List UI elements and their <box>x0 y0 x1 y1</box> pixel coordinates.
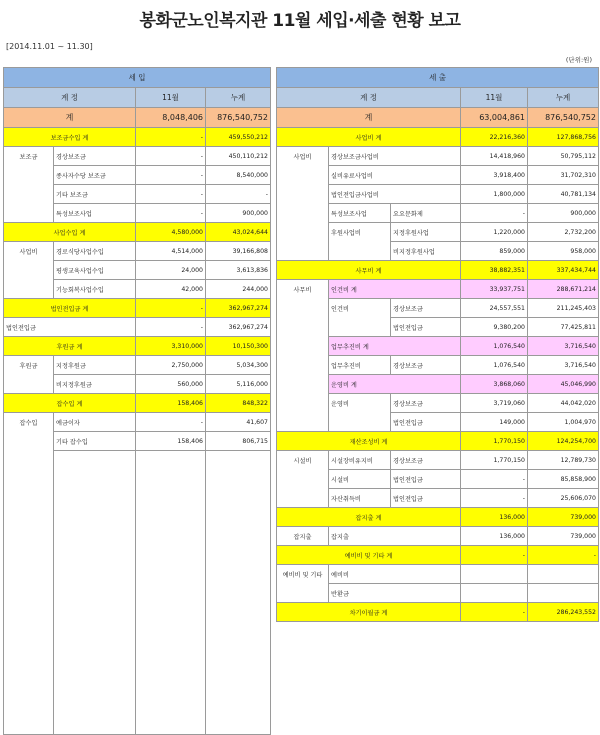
month-value: 22,216,360 <box>461 128 528 147</box>
sub-item-label: 법인전입금 <box>391 489 461 508</box>
expense-table <box>276 67 599 622</box>
item-label: 자산취득비 <box>329 489 391 508</box>
subtotal-label: 잡수입 계 <box>4 394 136 413</box>
month-value: 42,000 <box>136 280 206 299</box>
table-row <box>277 527 599 546</box>
month-value: 14,418,960 <box>461 147 528 166</box>
cumulative-value: 5,116,000 <box>206 375 271 394</box>
sub-item-label: 경상보조금 <box>391 451 461 470</box>
subtotal-label: 후원금 계 <box>4 337 136 356</box>
table-row <box>4 337 271 356</box>
cumulative-value: 3,613,836 <box>206 261 271 280</box>
cumulative-value: 900,000 <box>206 204 271 223</box>
category-label: 시설비 <box>277 451 329 508</box>
table-row <box>4 394 271 413</box>
item-label: 경로식당사업수입 <box>54 242 136 261</box>
empty-cell <box>136 451 206 735</box>
cumulative-value: 8,540,000 <box>206 166 271 185</box>
table-row <box>4 128 271 147</box>
category-label: 법인전입금 <box>4 318 136 337</box>
item-label: 예금이자 <box>54 413 136 432</box>
month-value: - <box>136 185 206 204</box>
income-header: 세 입 <box>4 68 271 88</box>
month-value: 859,000 <box>461 242 528 261</box>
month-value: - <box>461 603 528 622</box>
cumulative-value: 1,004,970 <box>528 413 599 432</box>
sub-item-label: 경상보조금 <box>391 356 461 375</box>
month-value: - <box>136 318 206 337</box>
cumulative-value: 127,868,756 <box>528 128 599 147</box>
cumulative-value: 362,967,274 <box>206 299 271 318</box>
sub-item-label: 법인전입금 <box>391 413 461 432</box>
item-label: 잡지출 <box>329 527 461 546</box>
subtotal-label: 법인전입금 계 <box>4 299 136 318</box>
month-value: 136,000 <box>461 527 528 546</box>
subtotal-label: 인건비 계 <box>329 280 461 299</box>
sub-item-label: 법인전입금 <box>391 318 461 337</box>
month-value: - <box>136 128 206 147</box>
cumulative-value <box>528 584 599 603</box>
cumulative-value: 43,024,644 <box>206 223 271 242</box>
month-value: 3,719,060 <box>461 394 528 413</box>
cumulative-value: 3,716,540 <box>528 356 599 375</box>
cumulative-value: 362,967,274 <box>206 318 271 337</box>
month-value: 2,750,000 <box>136 356 206 375</box>
sub-item-label: 비지정후원사업 <box>391 242 461 261</box>
cumulative-value: 85,858,900 <box>528 470 599 489</box>
month-value: 3,310,000 <box>136 337 206 356</box>
subtotal-label: 재산조성비 계 <box>277 432 461 451</box>
month-value: 24,000 <box>136 261 206 280</box>
cumulative-value: - <box>206 185 271 204</box>
sub-item-label: 경상보조금 <box>391 394 461 413</box>
table-row <box>277 565 599 584</box>
subtotal-label: 업무추진비 계 <box>329 337 461 356</box>
expense-col-account: 계 정 <box>277 88 461 108</box>
cumulative-value: 739,000 <box>528 527 599 546</box>
report-title: 봉화군노인복지관 11월 세입·세출 현황 보고 <box>139 11 461 31</box>
cumulative-value: 450,110,212 <box>206 147 271 166</box>
item-label: 종사자수당 보조금 <box>54 166 136 185</box>
item-label: 경상보조금사업비 <box>329 147 461 166</box>
cumulative-value: 40,781,134 <box>528 185 599 204</box>
cumulative-value: 3,716,540 <box>528 337 599 356</box>
month-value: 3,918,400 <box>461 166 528 185</box>
month-value: - <box>461 470 528 489</box>
month-value: 33,937,751 <box>461 280 528 299</box>
table-row <box>277 603 599 622</box>
cumulative-value: 124,254,700 <box>528 432 599 451</box>
table-row <box>4 299 271 318</box>
expense-total-cum: 876,540,752 <box>528 108 599 128</box>
cumulative-value: 286,243,552 <box>528 603 599 622</box>
cumulative-value: 211,245,403 <box>528 299 599 318</box>
month-value: 1,076,540 <box>461 356 528 375</box>
table-row <box>277 128 599 147</box>
category-label: 잡수입 <box>4 413 54 735</box>
cumulative-value: 50,795,112 <box>528 147 599 166</box>
empty-cell <box>206 451 271 735</box>
cumulative-value: 244,000 <box>206 280 271 299</box>
item-label: 법인전입금사업비 <box>329 185 461 204</box>
cumulative-value: 12,789,730 <box>528 451 599 470</box>
cumulative-value: 958,000 <box>528 242 599 261</box>
cumulative-value: 2,732,200 <box>528 223 599 242</box>
item-label: 시설장비유지비 <box>329 451 391 470</box>
month-value: 158,406 <box>136 432 206 451</box>
cumulative-value: 25,606,070 <box>528 489 599 508</box>
item-label: 예비비 <box>329 565 461 584</box>
item-label: 평생교육사업수입 <box>54 261 136 280</box>
expense-col-total: 누계 <box>528 88 599 108</box>
subtotal-label: 차기이월금 계 <box>277 603 461 622</box>
table-row <box>4 318 271 337</box>
cumulative-value: 44,042,020 <box>528 394 599 413</box>
income-table <box>3 67 271 735</box>
cumulative-value: 10,150,300 <box>206 337 271 356</box>
item-label: 기능회복사업수입 <box>54 280 136 299</box>
sub-item-label: 경상보조금 <box>391 299 461 318</box>
income-total-label: 계 <box>4 108 136 128</box>
month-value: - <box>136 147 206 166</box>
month-value: - <box>461 489 528 508</box>
cumulative-value: 288,671,214 <box>528 280 599 299</box>
table-row <box>4 356 271 375</box>
category-label: 보조금 <box>4 147 54 223</box>
cumulative-value: 337,434,744 <box>528 261 599 280</box>
item-label: 기타 보조금 <box>54 185 136 204</box>
cumulative-value: 806,715 <box>206 432 271 451</box>
month-value: 4,514,000 <box>136 242 206 261</box>
month-value: 24,557,551 <box>461 299 528 318</box>
table-row <box>277 546 599 565</box>
expense-total-label: 계 <box>277 108 461 128</box>
table-row <box>4 147 271 166</box>
table-row <box>277 261 599 280</box>
table-row <box>277 451 599 470</box>
subtotal-label: 사무비 계 <box>277 261 461 280</box>
item-label: 지정후원금 <box>54 356 136 375</box>
month-value: 9,380,200 <box>461 318 528 337</box>
item-label: 실비유료사업비 <box>329 166 461 185</box>
cumulative-value: 900,000 <box>528 204 599 223</box>
month-value: 1,770,150 <box>461 451 528 470</box>
report-period: [2014.11.01 ~ 11.30] <box>6 42 93 51</box>
month-value: 136,000 <box>461 508 528 527</box>
cumulative-value: 39,166,808 <box>206 242 271 261</box>
cumulative-value: 77,425,811 <box>528 318 599 337</box>
cumulative-value: 739,000 <box>528 508 599 527</box>
category-label: 잡지출 <box>277 527 329 546</box>
month-value: 149,000 <box>461 413 528 432</box>
month-value <box>461 565 528 584</box>
item-label: 특성보조사업 <box>329 204 391 223</box>
subtotal-label: 보조금수입 계 <box>4 128 136 147</box>
month-value: 1,076,540 <box>461 337 528 356</box>
month-value: 1,220,000 <box>461 223 528 242</box>
expense-col-month: 11월 <box>461 88 528 108</box>
expense-header: 세 출 <box>277 68 599 88</box>
item-label: 후원사업비 <box>329 223 391 261</box>
table-row <box>277 508 599 527</box>
cumulative-value: - <box>528 546 599 565</box>
income-col-total: 누계 <box>206 88 271 108</box>
cumulative-value <box>528 565 599 584</box>
table-row <box>4 242 271 261</box>
subtotal-label: 운영비 계 <box>329 375 461 394</box>
empty-cell <box>54 451 136 735</box>
item-label: 기타 잡수입 <box>54 432 136 451</box>
subtotal-label: 사업비 계 <box>277 128 461 147</box>
unit-label: (단위:원) <box>565 56 592 64</box>
subtotal-label: 예비비 및 기타 계 <box>277 546 461 565</box>
category-label: 예비비 및 기타 <box>277 565 329 603</box>
item-label: 시설비 <box>329 470 391 489</box>
income-total-row <box>4 108 271 128</box>
sub-item-label: 법인전입금 <box>391 470 461 489</box>
category-label: 사업비 <box>277 147 329 261</box>
month-value: 1,800,000 <box>461 185 528 204</box>
table-row <box>4 413 271 432</box>
month-value: - <box>136 299 206 318</box>
month-value <box>461 584 528 603</box>
item-label: 비지정후원금 <box>54 375 136 394</box>
category-label: 사업비 <box>4 242 54 299</box>
category-label: 후원금 <box>4 356 54 394</box>
item-label: 운영비 <box>329 394 391 432</box>
cumulative-value: 459,550,212 <box>206 128 271 147</box>
expense-total-row <box>277 108 599 128</box>
income-total-month: 8,048,406 <box>136 108 206 128</box>
category-label: 사무비 <box>277 280 329 432</box>
item-label: 경상보조금 <box>54 147 136 166</box>
table-row <box>277 280 599 299</box>
cumulative-value: 848,322 <box>206 394 271 413</box>
table-row <box>277 432 599 451</box>
sub-item-label: 지정후원사업 <box>391 223 461 242</box>
item-label: 반환금 <box>329 584 461 603</box>
table-row <box>277 147 599 166</box>
cumulative-value: 31,702,310 <box>528 166 599 185</box>
subtotal-label: 잡지출 계 <box>277 508 461 527</box>
cumulative-value: 41,607 <box>206 413 271 432</box>
item-label: 업무추진비 <box>329 356 391 375</box>
cumulative-value: 45,046,990 <box>528 375 599 394</box>
month-value: 1,770,150 <box>461 432 528 451</box>
subtotal-label: 사업수입 계 <box>4 223 136 242</box>
month-value: - <box>461 546 528 565</box>
month-value: 4,580,000 <box>136 223 206 242</box>
month-value: 3,868,060 <box>461 375 528 394</box>
expense-total-month: 63,004,861 <box>461 108 528 128</box>
cumulative-value: 5,034,300 <box>206 356 271 375</box>
month-value: - <box>461 204 528 223</box>
month-value: 560,000 <box>136 375 206 394</box>
item-label: 인건비 <box>329 299 391 337</box>
month-value: - <box>136 204 206 223</box>
income-col-account: 계 정 <box>4 88 136 108</box>
month-value: 158,406 <box>136 394 206 413</box>
item-label: 특성보조사업 <box>54 204 136 223</box>
month-value: 38,882,351 <box>461 261 528 280</box>
income-col-month: 11월 <box>136 88 206 108</box>
sub-item-label: 요요문화제 <box>391 204 461 223</box>
month-value: - <box>136 166 206 185</box>
income-total-cum: 876,540,752 <box>206 108 271 128</box>
month-value: - <box>136 413 206 432</box>
table-row <box>4 223 271 242</box>
